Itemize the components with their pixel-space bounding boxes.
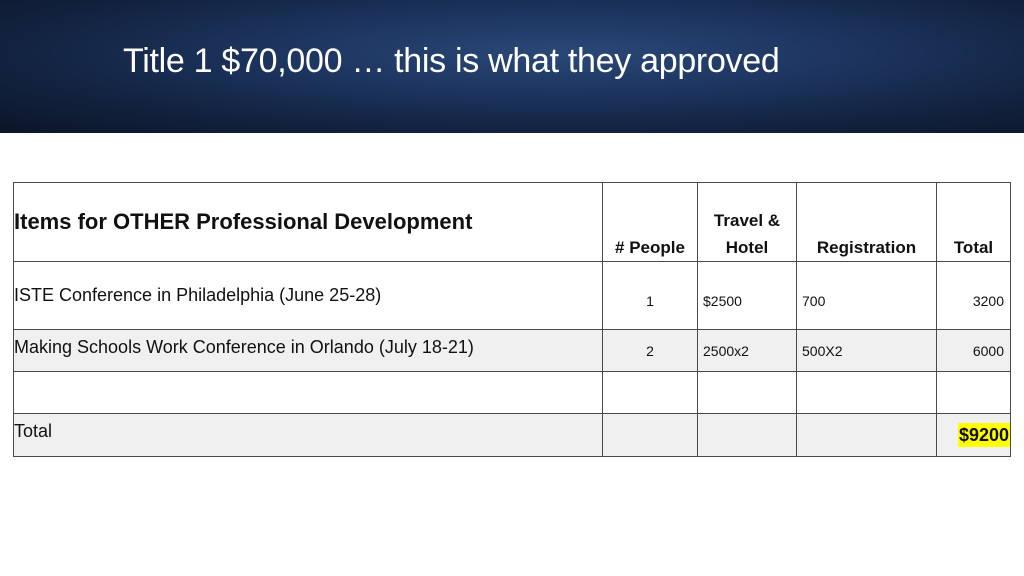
row-total: 6000 [937, 330, 1011, 372]
header-people: # People [603, 183, 698, 262]
budget-table [13, 182, 1011, 457]
header-registration: Registration [797, 183, 937, 262]
table-row [14, 330, 1011, 372]
table-total-row [14, 414, 1011, 457]
row-travel: $2500 [698, 262, 797, 330]
row-item: Making Schools Work Conference in Orlando (July 18-21) [14, 330, 603, 372]
row-travel: 2500x2 [698, 330, 797, 372]
row-item [14, 372, 603, 414]
row-people [603, 372, 698, 414]
row-registration: 500X2 [797, 330, 937, 372]
title-bar [0, 0, 1024, 133]
header-travel-hotel [698, 183, 797, 262]
row-total [937, 372, 1011, 414]
grand-total-value: $9200 [958, 425, 1009, 445]
header-travel-line1: Travel & [713, 211, 781, 230]
row-registration: 700 [797, 262, 937, 330]
total-label: Total [14, 414, 603, 457]
row-people: 2 [603, 330, 698, 372]
table-header-row [14, 183, 1011, 262]
row-total: 3200 [937, 262, 1011, 330]
total-empty-cell [797, 414, 937, 457]
row-registration [797, 372, 937, 414]
header-total: Total [937, 183, 1011, 262]
row-people: 1 [603, 262, 698, 330]
header-items: Items for OTHER Professional Development [14, 183, 603, 262]
grand-total-cell [937, 414, 1011, 457]
row-item: ISTE Conference in Philadelphia (June 25-28) [14, 262, 603, 330]
header-travel-line2: Hotel [725, 238, 769, 257]
total-empty-cell [603, 414, 698, 457]
row-travel [698, 372, 797, 414]
slide-title: Title 1 $70,000 … this is what they approved [123, 42, 780, 80]
table-row [14, 372, 1011, 414]
table-row [14, 262, 1011, 330]
total-empty-cell [698, 414, 797, 457]
